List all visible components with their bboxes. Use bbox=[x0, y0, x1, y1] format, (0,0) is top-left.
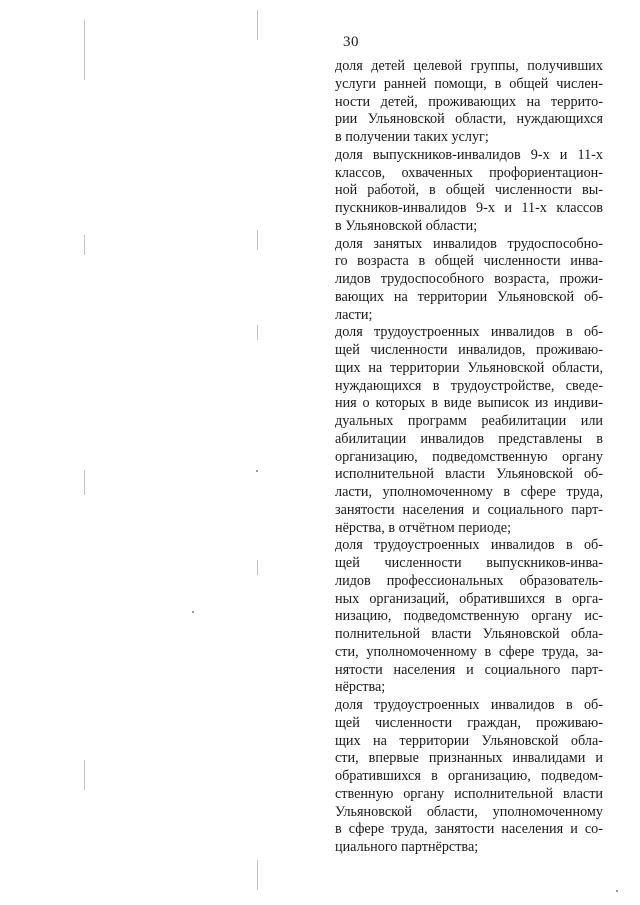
text-line: организацию, подведомственную органу bbox=[335, 448, 603, 465]
text-line: го возраста в общей численности инва- bbox=[335, 253, 603, 270]
text-line: нуждающихся в трудоустройстве, сведе- bbox=[335, 377, 603, 394]
text-line: сти, впервые признанных инвалидами и bbox=[335, 750, 603, 767]
text-line: щей численности выпускников-инва- bbox=[335, 555, 603, 571]
text-line: доля выпускников-инвалидов 9-х и 11-х bbox=[335, 146, 603, 163]
text-line: занятости населения и социального парт- bbox=[335, 501, 603, 518]
text-line: абилитации инвалидов представлены в bbox=[335, 430, 603, 447]
text-line: щих на территории Ульяновской обла- bbox=[335, 732, 603, 749]
scan-mark-left bbox=[84, 760, 85, 790]
text-line: щей численности инвалидов, проживаю- bbox=[335, 342, 603, 358]
text-line: лидов профессиональных образователь- bbox=[335, 572, 603, 589]
text-line: ласти; bbox=[335, 306, 373, 323]
text-line: Ульяновской области, уполномоченному bbox=[335, 803, 603, 820]
text-line: полнительной власти Ульяновской обла- bbox=[335, 626, 603, 642]
text-line: доля трудоустроенных инвалидов в об- bbox=[335, 697, 603, 713]
text-line: ственную органу исполнительной власти bbox=[335, 785, 603, 802]
text-line: нёрства; bbox=[335, 679, 386, 696]
text-line: доля детей целевой группы, получивших bbox=[335, 58, 603, 74]
text-line: обратившихся в организацию, подведом- bbox=[335, 768, 603, 784]
text-line: услуги ранней помощи, в общей числен- bbox=[335, 75, 603, 92]
text-line: в Ульяновской области; bbox=[335, 217, 478, 234]
scan-mark-mid bbox=[257, 560, 258, 575]
scan-mark-mid bbox=[257, 860, 258, 890]
text-line: в сфере труда, занятости населения и со- bbox=[335, 821, 603, 838]
text-line: щих на территории Ульяновской области, bbox=[335, 359, 603, 376]
text-line: циального партнёрства; bbox=[335, 839, 479, 855]
scan-dot bbox=[192, 611, 194, 613]
text-line: исполнительной власти Ульяновской об- bbox=[335, 466, 603, 483]
text-line: классов, охваченных профориентацион- bbox=[335, 164, 603, 181]
text-line: низацию, подведомственную органу ис- bbox=[335, 608, 603, 625]
text-line: в получении таких услуг; bbox=[335, 129, 489, 145]
text-line: рии Ульяновской области, нуждающихся bbox=[335, 111, 603, 128]
scan-mark-left bbox=[84, 470, 85, 495]
text-line: нёрства, в отчётном периоде; bbox=[335, 519, 512, 536]
text-line: ния о которых в виде выписок из индиви- bbox=[335, 395, 603, 412]
text-line: пускников-инвалидов 9-х и 11-х классов bbox=[335, 200, 603, 216]
text-line: дуальных программ реабилитации или bbox=[335, 413, 603, 429]
text-line: доля трудоустроенных инвалидов в об- bbox=[335, 537, 603, 554]
text-line: лидов трудоспособного возраста, прожи- bbox=[335, 271, 603, 287]
text-line: доля трудоустроенных инвалидов в об- bbox=[335, 324, 603, 341]
text-line: ности детей, проживающих на террито- bbox=[335, 93, 603, 110]
scan-mark-mid bbox=[257, 325, 258, 340]
body-text bbox=[335, 58, 603, 857]
scan-dot bbox=[616, 890, 618, 892]
scan-mark-left bbox=[84, 235, 85, 255]
text-line: ных организаций, обратившихся в орга- bbox=[335, 590, 603, 607]
text-line: нятости населения и социального парт- bbox=[335, 661, 603, 678]
scan-mark-left bbox=[84, 20, 85, 80]
scan-mark-mid bbox=[257, 10, 258, 40]
text-line: вающих на территории Ульяновской об- bbox=[335, 288, 603, 305]
scan-mark-mid bbox=[257, 230, 258, 250]
text-line: ной работой, в общей численности вы- bbox=[335, 182, 603, 199]
text-line: сти, уполномоченному в сфере труда, за- bbox=[335, 643, 603, 660]
page-number: 30 bbox=[343, 34, 359, 50]
scan-dot bbox=[256, 470, 258, 472]
text-line: ласти, уполномоченному в сфере труда, bbox=[335, 484, 603, 500]
text-line: щей численности граждан, проживаю- bbox=[335, 714, 603, 731]
text-line: доля занятых инвалидов трудоспособно- bbox=[335, 235, 603, 252]
